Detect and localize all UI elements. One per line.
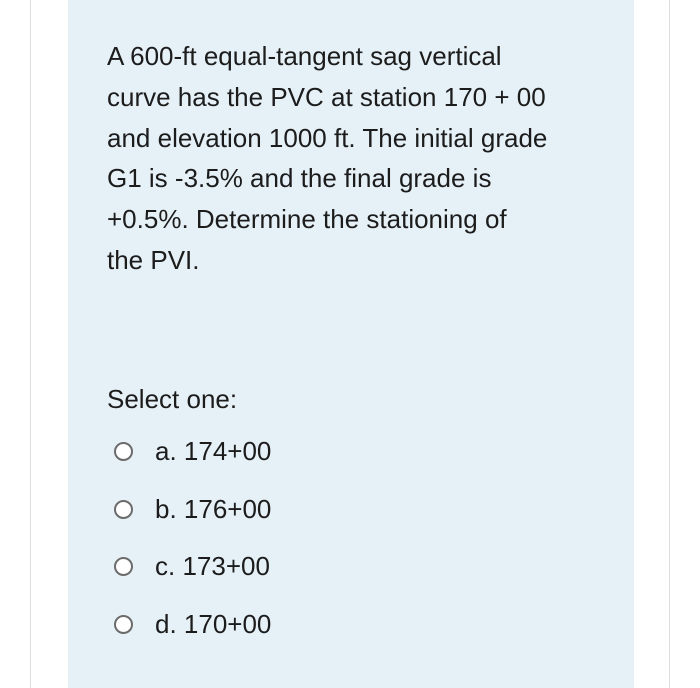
option-c[interactable] — [114, 548, 270, 584]
question-line: curve has the PVC at station 170 + 00 — [107, 81, 546, 112]
question-line: G1 is -3.5% and the final grade is — [107, 163, 492, 194]
question-line: the PVI. — [107, 244, 200, 275]
question-text — [107, 36, 607, 281]
radio-button-icon[interactable] — [114, 557, 133, 576]
option-label: c. 173+00 — [155, 550, 270, 581]
option-a[interactable] — [114, 433, 271, 469]
question-line: +0.5%. Determine the stationing of — [107, 204, 507, 235]
option-label: b. 176+00 — [155, 493, 272, 524]
radio-button-icon[interactable] — [114, 442, 133, 461]
option-b[interactable] — [114, 491, 271, 527]
option-label: d. 170+00 — [155, 608, 272, 639]
radio-button-icon[interactable] — [114, 615, 133, 634]
select-one-label: Select one: — [107, 384, 238, 414]
question-line: and elevation 1000 ft. The initial grade — [107, 122, 548, 153]
radio-button-icon[interactable] — [114, 500, 133, 519]
option-d[interactable] — [114, 606, 271, 642]
question-line: A 600-ft equal-tangent sag vertical — [107, 41, 502, 71]
option-label: a. 174+00 — [155, 435, 272, 466]
